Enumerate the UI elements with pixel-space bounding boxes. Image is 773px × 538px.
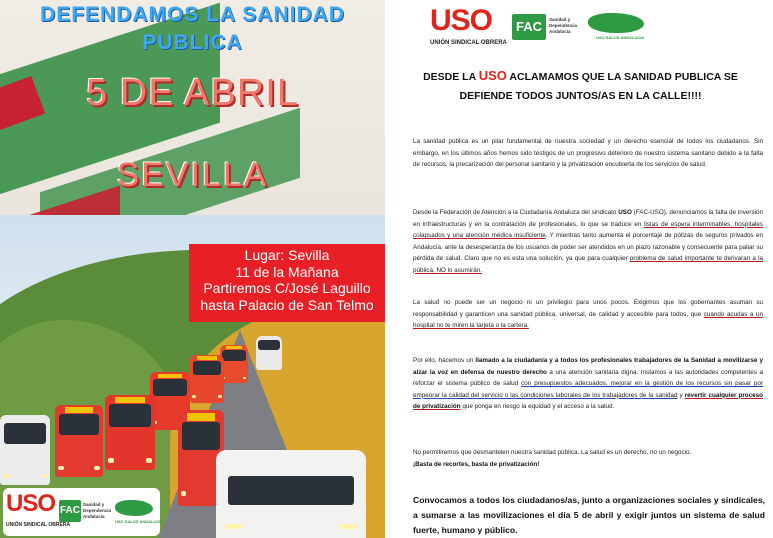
fac-logo-subtitle: Sanidad y Dependencia Andalucía — [83, 502, 112, 519]
paragraph-2: Desde la Federación de Atención a la Ciudadanía Andaluza del sindicato USO (FAC-USO), denunciamos la falta de inversión en infraestructuras y en la contratación de profesionales, lo que se traduce en listas de espera interminables, hospitales colapsados y una atención médica insuficiente. Y mientras tanto aumenta el porcentaje de pólizas de seguros privados en Andalucía, ante la desesperanza de los usuarios de poder ser atendidos en un plazo razonable y consecuente para paliar su pérdida de salud. Claro que no es esta una solución, ya que para cualquier problema de salud importante te derivaran a la pública, NO lo asumirán. — [413, 209, 764, 274]
poster-date: 5 DE ABRIL — [86, 72, 299, 114]
poster-title-line-1: DEFENDAMOS LA SANIDAD — [40, 3, 345, 26]
document-heading-line-2: DEFIENDE TODOS JUNTOS/AS EN LA CALLE!!!! — [459, 90, 702, 102]
andalucia-logo-subtitle: USO SALUD ANDALUCÍA — [596, 35, 645, 40]
fac-logo: FAC — [512, 14, 546, 40]
paragraph-1: La sanidad pública es un pilar fundamental de nuestra sociedad y un derecho esencial de todos los ciudadanos. Sin embargo, en los últimos años hemos sido testigos de un progresivo deterioro de nuestro sistema sanitario debido a la falta de recursos, la precarización del personal sanitario y la privatización encubierta de los servicios de salud. — [413, 138, 763, 168]
event-info-box — [189, 244, 385, 322]
bus-image — [105, 395, 155, 470]
paragraph-4: Por ello, hacemos un llamado a la ciudadanía y a todos los profesionales trabajadores de la Sanidad a movilizarse y alzar la voz en defensa de nuestro derecho a una atención sanitaria digna. Instamos a las autoridades competentes a reforzar el sistema público de salud con presupuestos adecuados, mejorar en la gestión de los recursos sin pasar por empeorar la calidad del servicio o las condiciones laborales de los trabajadores de la sanidad y revertir cualquier proceso de privatización que ponga en riesgo la equidad y el acceso a la salud. — [413, 357, 764, 410]
paragraph-3: La salud no puede ser un negocio ni un privilegio para unos pocos. Exigimos que los gobernantes asuman su responsabilidad y garanticen una sanidad pública, universal, de calidad y accesible para todos, que cuando acudas a un hospital no te miren la tarjeta o la cartera. — [413, 299, 764, 329]
info-end: hasta Palacio de San Telmo — [200, 296, 374, 313]
bus-image — [0, 415, 50, 485]
info-time: 11 de la Mañana — [235, 263, 339, 280]
uso-logo: USO — [430, 4, 493, 37]
bus-image — [55, 405, 103, 477]
paragraph-5: No permitiremos que desmantelen nuestra sanidad pública. La salud es un derecho, no un negocio. ¡Basta de recortes, basta de privatización! — [413, 449, 692, 468]
heading-uso: USO — [478, 68, 507, 83]
poster-title-line-2: PUBLICA — [142, 31, 243, 54]
protest-poster — [0, 0, 385, 538]
bus-image — [190, 355, 224, 403]
bus-image — [216, 450, 366, 538]
andalucia-map-logo — [115, 500, 153, 516]
fac-logo-subtitle: Sanidad y Dependencia Andalucía — [549, 17, 578, 34]
info-location: Lugar: Sevilla — [244, 247, 330, 263]
closing-call-to-action: Convocamos a todos los ciudadanos/as, junto a organizaciones sociales y sindicales, a sumarse a las movilizaciones el día 5 de abril y exigir juntos un sistema de salud fuerte, humano y público. — [413, 495, 765, 535]
andalucia-map-logo — [588, 13, 644, 33]
bus-image — [256, 336, 282, 370]
fac-logo: FAC — [59, 500, 81, 522]
uso-logo-subtitle: UNIÓN SINDICAL OBRERA — [430, 40, 507, 46]
uso-logo: USO — [6, 490, 56, 517]
document-heading-line-1: DESDE LA USO ACLAMAMOS QUE LA SANIDAD PUBLICA SE — [423, 68, 738, 83]
andalucia-logo-subtitle: USO SALUD ANDALUCÍA — [115, 519, 164, 524]
uso-logo-subtitle: UNIÓN SINDICAL OBRERA — [6, 522, 71, 528]
statement-document — [388, 0, 773, 538]
poster-city: SEVILLA — [116, 156, 269, 194]
info-start: Partiremos C/José Laguillo — [203, 280, 371, 296]
bus-image — [220, 345, 248, 383]
poster-logo-card — [3, 488, 164, 536]
